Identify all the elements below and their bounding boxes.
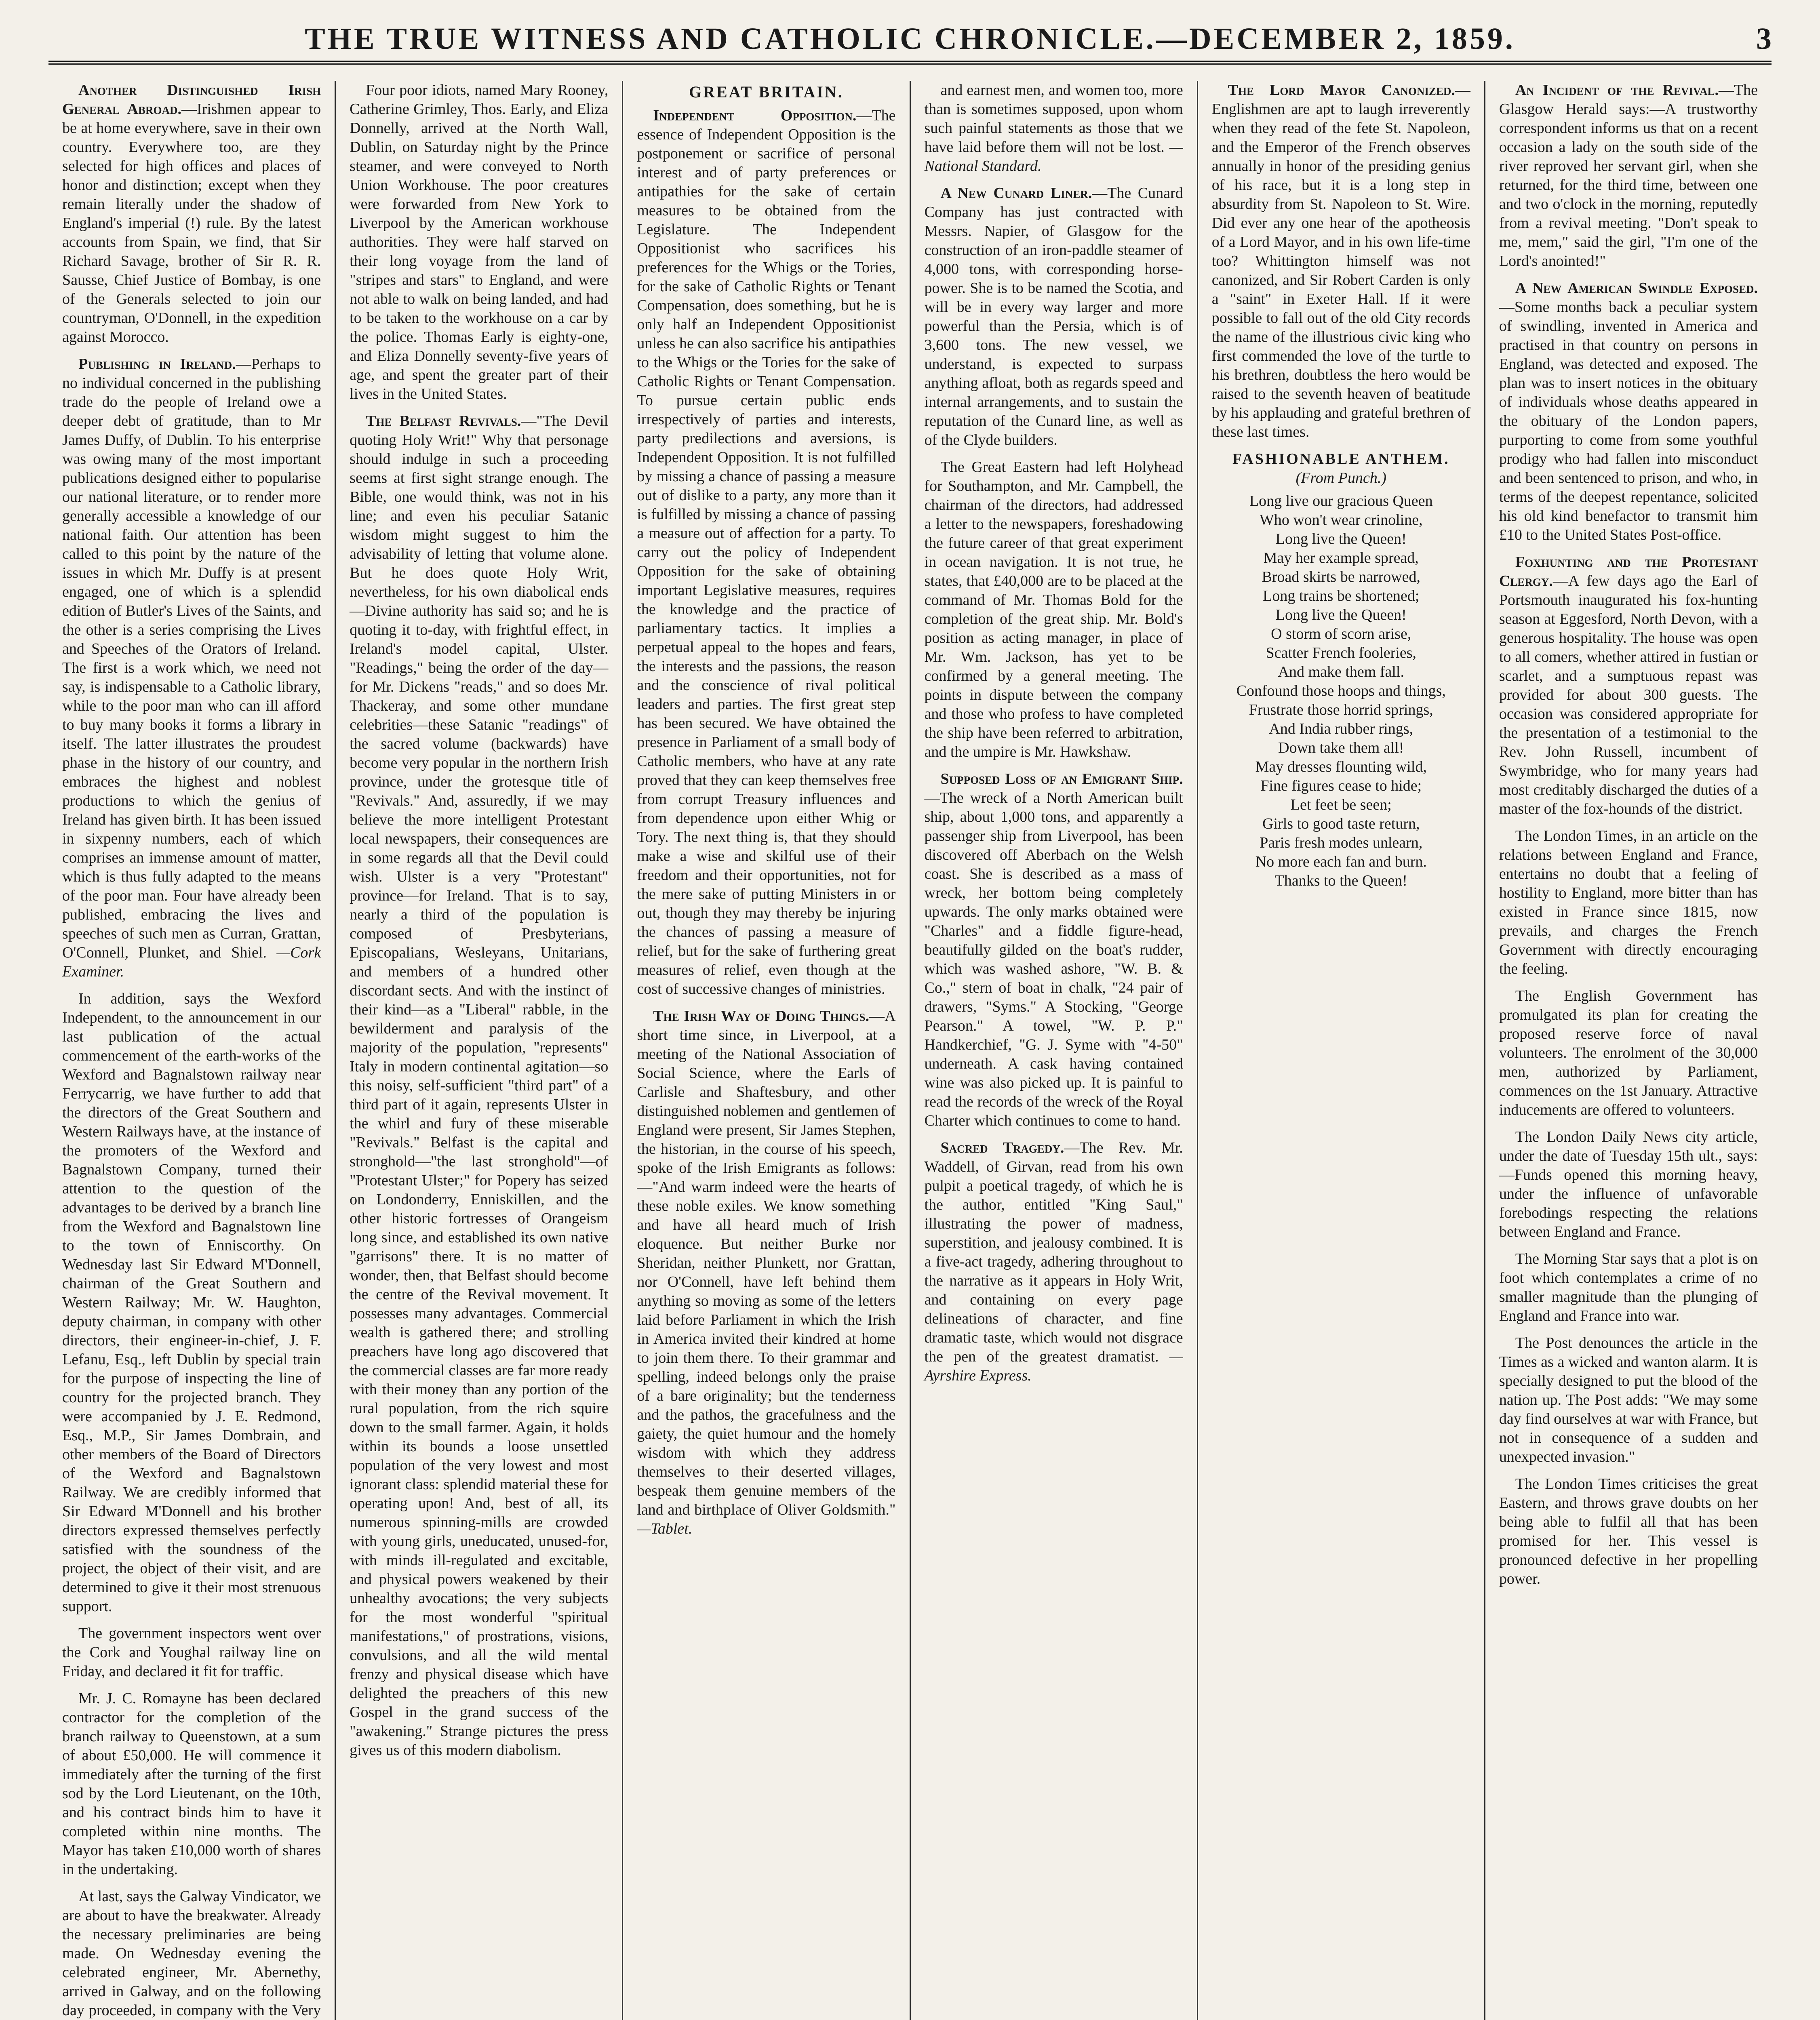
article-body: —The essence of Independent Opposition is the postponement or sacrifice of personal interest and of party preferences or antipathies for the sake of certain measures to be obtained from the Legislature. The Independent Oppositionist who sacrifices his preferences for the Whigs or the Tories, for the sake of Catholic Rights or Tenant Compensation, does something, but he is only half an Independent Oppositionist unless he can also sacrifice his antipathies to the Whigs or the Tories for the sake of Catholic Rights or Tenant Compensation. To pursue certain public ends irrespectively of parties and interests, party predilections and aversions, is Independent Opposition. It is not fulfilled by missing a chance of passing a measure out of dislike to a party, any more than it is fulfilled by missing a chance of passing a measure out of affection for a party. To carry out the policy of Independent Opposition for the sake of obtaining important Legislative measures, requires the knowledge and the practice of parliamentary tactics. It implies a perpetual appeal to the hopes and fears, the interests and the passions, the reason and the conscience of rival political leaders and parties. The first great step has been secured. We have obtained the presence in Parliament of a small body of Catholic members, who have at any rate proved that they can keep themselves free from corrupt Treasury influences and from dependence upon either Whig or Tory. The next thing is, that they should make a wise and skilful use of their freedom and their opportunities, not for the mere sake of putting Ministers in or out, though they may thereby be injuring the chances of passing a measure of relief, but for the sake of furthering great measures of relief, even though at the cost of successive changes of ministries. [637, 107, 896, 997]
article-lead: Supposed Loss of an Emigrant Ship. [940, 770, 1183, 787]
article-lead: Independent Opposition. [653, 107, 857, 124]
article-independent-opposition [637, 106, 895, 999]
article-body: The London Times, in an article on the relations between England and France, entertains no doubt that a feeling of hostility to England, more bitter than has existed in France since 1815, now prevails, and charges the French Government with directly encouraging the feeling. [1499, 827, 1758, 977]
poem-line: Scatter French fooleries, [1266, 644, 1416, 661]
article-source: —National Standard. [924, 139, 1183, 175]
poem-line: O storm of scorn arise, [1271, 625, 1411, 642]
article-cunard-liner [925, 184, 1183, 450]
article-irish-general [62, 81, 321, 347]
poem-line: Paris fresh modes unlearn, [1260, 834, 1423, 851]
article-lead: A New Cunard Liner. [940, 185, 1092, 202]
article-wexford-railway [62, 989, 321, 1616]
article-emigrant-ship [925, 770, 1183, 1130]
article-lead: The Irish Way of Doing Things. [653, 1008, 870, 1025]
article-sacred-tragedy [925, 1138, 1183, 1385]
article-body: and earnest men, and women too, more than is sometimes supposed, upon whom such painful statements as those that we have laid before them will not be lost. [924, 82, 1183, 156]
poem-fashionable-anthem [1212, 450, 1470, 890]
article-body: —The Glasgow Herald says:—A trustworthy correspondent informs us that on a recent occasion a lady on the south side of the river reproved her servant girl, when she returned, for the third time, between one and two o'clock in the morning, reputedly from a revival meeting. "Don't speak to me, mem," said the girl, "I'm one of the Lord's anointed!" [1499, 82, 1758, 269]
column-3 [623, 81, 910, 2020]
article-body: The Post denounces the article in the Times as a wicked and wanton alarm. It is specially designed to put the blood of the nation up. The Post adds: "We may some day find ourselves at war with France, but not in consequence of a sudden and unexpected invasion." [1499, 1334, 1758, 1465]
column-2 [336, 81, 623, 2020]
column-5 [1198, 81, 1485, 2020]
article-lead: The Lord Mayor Canonized. [1228, 82, 1455, 99]
poem-line: Let feet be seen; [1290, 796, 1392, 813]
article-body: —Some months back a peculiar system of swindling, invented in America and practised in that country on persons in England, was detected and exposed. The plan was to insert notices in the obituary of individuals whose deaths appeared in the obituary of the London papers, purporting to come from some youthful prodigy who had fallen into misconduct and been sentenced to prison, and who, in terms of the deepest repentance, solicited his old kind benefactor to transmit him £10 to the United States Post-office. [1499, 299, 1758, 543]
column-1 [48, 81, 336, 2020]
poem-line: Girls to good taste return, [1262, 815, 1420, 832]
poem-line: Broad skirts be narrowed, [1262, 568, 1421, 585]
page-number: 3 [1756, 22, 1772, 56]
article-body: In addition, says the Wexford Independent, to the announcement in our last publication of the actual commencement of the earth-works of the Wexford and Bagnalstown railway near Ferrycarrig, we have further to add that the directors of the Great Southern and Western Railways have, at the instance of the promoters of the Wexford and Bagnalstown Company, turned their attention to the question of the advantages to be derived by a branch line from the Wexford and Bagnalstown line to the town of Enniscorthy. On Wednesday last Sir Edward M'Donnell, chairman of the Great Southern and Western Railway; Mr. W. Haughton, deputy chairman, in company with other directors, their engineer-in-chief, J. F. Lefanu, Esq., left Dublin by special train for the purpose of inspecting the line of country for the projected branch. They were accompanied by J. E. Redmond, Esq., M.P., Sir James Dombrain, and other members of the Board of Directors of the Wexford and Bagnalstown Railway. We are credibly informed that Sir Edward M'Donnell and his brother directors expressed themselves perfectly satisfied with the soundness of the project, the object of their visit, and are determined to give it their most strenuous support. [62, 990, 321, 1615]
article-foxhunting-clergy [1499, 553, 1758, 819]
article-body: Mr. J. C. Romayne has been declared contractor for the completion of the branch railway to Queenstown, at a sum of about £50,000. He will commence it immediately after the turning of the first sod by the Lord Lieutenant, on the 10th, and his contract binds him to have it completed within nine months. The Mayor has taken £10,000 worth of shares in the undertaking. [62, 1690, 321, 1878]
article-body: The Morning Star says that a plot is on foot which contemplates a crime of no smaller magnitude than the plunging of England and France into war. [1499, 1250, 1758, 1324]
poem-line: May her example spread, [1263, 549, 1419, 566]
article-body: The London Times criticises the great Eastern, and throws grave doubts on her being able to fulfil all that has been promised for her. This vessel is pronounced defective in her propelling power. [1499, 1475, 1758, 1587]
poem-line: Fine figures cease to hide; [1260, 777, 1422, 794]
column-4 [911, 81, 1198, 2020]
article-body: —The Cunard Company has just contracted with Messrs. Napier, of Glasgow for the construction of an iron-paddle steamer of 4,000 tons, with corresponding horse-power. She is to be named the Scotia, and will be in every way larger and more powerful than the Persia, which is of 3,600 tons. The new vessel, we understand, is expected to surpass anything afloat, both as regards speed and internal arrangements, and to sustain the reputation of the Cunard line, as well as of the Clyde builders. [924, 185, 1183, 448]
masthead [48, 16, 1772, 65]
article-cork-youghal [62, 1624, 321, 1681]
article-body: The London Daily News city article, under the date of Tuesday 15th ult., says:—Funds opened this morning heavy, under the influence of unfavorable forebodings respecting the relations between England and France. [1499, 1128, 1758, 1240]
article-lord-mayor [1212, 81, 1470, 442]
article-columns [48, 81, 1772, 2020]
poem-line: No more each fan and burn. [1255, 853, 1427, 870]
section-heading: GREAT BRITAIN. [689, 83, 844, 101]
article-body: —"The Devil quoting Holy Writ!" Why that personage should indulge in such a proceeding seems at first sight strange enough. The Bible, one would think, was not in his line; and even his peculiar Satanic wisdom might suggest to him the advisability of letting that volume alone. But he does quote Holy Writ, nevertheless, for his own diabolical ends—Divine authority has said so; and he is quoting it to-day, with frightful effect, in Ireland's model capital, Ulster. "Readings," being the order of the day—for Mr. Dickens "reads," and so does Mr. Thackeray, and some other mundane celebrities—these Satanic "readings" of the sacred volume (backwards) have become very popular in the northern Irish province, under the grotesque title of "Revivals." And, assuredly, if we may believe the more intelligent Protestant local newspapers, their consequences are in some regards all that the Devil could wish. Ulster is a very "Protestant" province—for Ireland. That is to say, nearly a third of the population is composed of Presbyterians, Episcopalians, Wesleyans, Unitarians, and members of a hundred other discordant sects. And with the instinct of their kind—as a "Liberal" rabble, in the bewilderment and paralysis of the majority of the population, "represents" Italy in modern continental agitation—so this noisy, self-sufficient "third part" of a third part of it again, represents Ulster in the whirl and fury of these miserable "Revivals." Belfast is the capital and stronghold—"the last stronghold"—of "Protestant Ulster;" for Popery has seized on Londonderry, Enniskillen, and the other historic fortresses of Orangeism long since, and established its own native "garrisons" there. It is no matter of wonder, then, that Belfast should become the centre of the Revival movement. It possesses many advantages. Commercial wealth is gathered there; and strolling preachers have long ago discovered that the commercial classes are far more ready with their money than any portion of the rural population, from the rich squire down to the small farmer. Again, it holds within its bounds a loose unsettled population of the very lowest and most ignorant class: splendid material these for operating upon! And, best of all, its numerous spinning-mills are crowded with young girls, uneducated, unused-for, with minds ill-regulated and excitable, and physical powers weakened by their unhealthy avocations; the very subjects for the most wonderful "spiritual manifestations," of prostrations, visions, convulsions, and all the wild mental frenzy and physical disease which have delighted the preachers of this new Gospel in the grand success of the "awakening." Strange pictures the press gives us of this modern diabolism. [350, 412, 609, 1759]
poem-line: Frustrate those horrid springs, [1249, 701, 1433, 718]
article-times-france [1499, 827, 1758, 978]
poem-line: Down take them all! [1278, 739, 1404, 756]
poem-lines [1212, 492, 1470, 890]
poem-line: Confound those hoops and things, [1236, 682, 1446, 699]
article-body: The government inspectors went over the Cork and Youghal railway line on Friday, and declared it fit for traffic. [62, 1625, 321, 1680]
poem-title: FASHIONABLE ANTHEM. [1232, 450, 1450, 467]
article-lead: A New American Swindle Exposed. [1515, 280, 1758, 297]
article-body: The Great Eastern had left Holyhead for Southampton, and Mr. Campbell, the chairman of the directors, had addressed a letter to the newspapers, foreshadowing the future career of that great experiment in ocean navigation. It is not true, he states, that £40,000 are to be placed at the command of Mr. Thomas Bold for the completion of the great ship. Mr. Bold's position as acting manager, in place of Mr. Wm. Jackson, has yet to be confirmed by a general meeting. The points in dispute between the company and those who profess to have completed the ship have been referred to arbitration, and the umpire is Mr. Hawkshaw. [924, 459, 1183, 760]
article-source: —Ayrshire Express. [924, 1348, 1183, 1384]
article-daily-news [1499, 1128, 1758, 1241]
article-naval-volunteers [1499, 987, 1758, 1119]
newspaper-title: THE TRUE WITNESS AND CATHOLIC CHRONICLE.—DECEMBER 2, 1859. [305, 22, 1515, 56]
poem-source: (From Punch.) [1295, 469, 1386, 486]
article-source: —Tablet. [637, 1520, 693, 1537]
article-body: —Englishmen are apt to laugh irreverently when they read of the fete St. Napoleon, and the Emperor of the French observes annually in honor of the presiding genius of his race, but it is a long step in absurdity from St. Napoleon to St. Wire. Did ever any one hear of the apotheosis of a Lord Mayor, and in his own life-time too? Whittington himself was not canonized, and Sir Robert Carden is only a "saint" in Exeter Hall. If it were possible to fall out of the old City records the name of the illustrious civic king who first commended the love of the turtle to his brethren, doubtless the hero would be raised to the seventh heaven of beatitude by his applauding and grateful brethren of these last times. [1211, 82, 1470, 440]
article-great-eastern [925, 458, 1183, 762]
poem-line: Long live the Queen! [1275, 606, 1407, 623]
article-body: At last, says the Galway Vindicator, we are about to have the breakwater. Already the necessary preliminaries are being made. On Wednesday evening the celebrated engineer, Mr. Abernethy, arrived in Galway, and on the following day proceeded, in company with the Very [62, 1888, 321, 2019]
poem-line: May dresses flounting wild, [1255, 758, 1427, 775]
article-body: —Perhaps to no individual concerned in the publishing trade do the people of Ireland owe a deeper debt of gratitude, than to Mr James Duffy, of Dublin. To his enterprise was owing many of the most important publications designed either to popularise our national literature, or to render more generally accessible a knowledge of our national faith. Our attention has been called to this point by the nature of the issues in which Mr. Duffy is at present engaged, one of which is a splendid edition of Butler's Lives of the Saints, and the other is a series comprising the Lives and Speeches of the Orators of Ireland. The first is a work which, we need not say, is indispensable to a Catholic library, while to the poor man who can ill afford to buy many books it forms a library in itself. The latter illustrates the proudest phase in the history of our country, and embraces the highest and noblest productions to which the genius of Ireland has given birth. It has been issued in sixpenny numbers, each of which comprises an immense amount of matter, which is thus fully adapted to the means of the poor man. Four have already been published, embracing the lives and speeches of such men as Curran, Grattan, O'Connell, Plunket, and Shiel. [62, 356, 321, 961]
article-body: —The wreck of a North American built ship, about 1,000 tons, and apparently a passenger ship from Liverpool, has been discovered off Aberbach on the Welsh coast. She is described as a mass of wreck, her bottom being completely upwards. The only marks obtained were "Charles" and a fiddle figure-head, beautifully gilded on the boat's rudder, which was washed ashore, "W. B. & Co.," stern of boat in chalk, "24 pair of drawers, "Syms." A Stocking, "George Pearson." A towel, "W. P. P." Handkerchief, "G. J. Syme with "4-50" underneath. A cask having contained wine was also picked up. It is painful to read the records of the wreck of the Royal Charter which continues to come to hand. [924, 789, 1183, 1129]
article-belfast-revivals [350, 412, 608, 1760]
article-lead: The Belfast Revivals. [366, 412, 521, 429]
article-body: —The Rev. Mr. Waddell, of Girvan, read from his own pulpit a poetical tragedy, of which he is the author, entitled "King Saul," illustrating the power of madness, superstition, and jealousy combined. It is a five-act tragedy, adhering throughout to the narrative as it appears in Holy Writ, and containing on every page delineations of character, and fine dramatic taste, which would not disgrace the pen of the greatest dramatist. [924, 1139, 1183, 1365]
article-american-swindle [1499, 279, 1758, 545]
article-body: The English Government has promulgated its plan for creating the proposed reserve force of naval volunteers. The enrolment of the 30,000 men, authorized by Parliament, commences on the 1st January. Attractive inducements are offered to volunteers. [1499, 987, 1758, 1118]
article-revival-incident [1499, 81, 1758, 271]
article-times-great-eastern [1499, 1475, 1758, 1589]
article-publishing-ireland [62, 355, 321, 981]
article-lead: Sacred Tragedy. [940, 1139, 1064, 1156]
poem-line: Long live the Queen! [1275, 530, 1407, 547]
poem-line: Long trains be shortened; [1263, 587, 1420, 604]
poem-line: And India rubber rings, [1269, 720, 1413, 737]
column-6 [1485, 81, 1772, 2020]
article-source: —Cork Examiner. [62, 944, 321, 980]
article-poor-idiots [350, 81, 608, 404]
article-body: —Irishmen appear to be at home everywhere, save in their own country. Everywhere too, are they selected for high offices and places of honor and distinction; except when they remain literally under the shadow of England's imperial (!) rule. By the latest accounts from Spain, we find, that Sir Richard Savage, brother of Sir R. R. Sausse, Chief Justice of Bombay, is one of the Generals selected to join our countryman, O'Donnell, in the expedition against Morocco. [62, 101, 321, 345]
poem-line: Who won't wear crinoline, [1259, 511, 1423, 528]
article-continuation [925, 81, 1183, 176]
poem-line: Thanks to the Queen! [1274, 872, 1407, 889]
article-body: —A short time since, in Liverpool, at a meeting of the National Association of Social Science, where the Earls of Carlisle and Shaftesbury, and other distinguished noblemen and gentlemen of England were present, Sir James Stephen, the historian, in the course of his speech, spoke of the Irish Emigrants as follows:—"And warm indeed were the hearts of these noble exiles. We know something and have all heard much of Irish eloquence. But neither Burke nor Sheridan, neither Plunkett, nor Grattan, nor O'Connell, have left behind them anything so moving as some of the letters laid before Parliament in which the Irish in America invited their kindred at home to join them there. To their grammar and spelling, indeed belongs only the praise of a bare originality; but the tenderness and the pathos, the gracefulness and the gaiety, the quiet humour and the homely wisdom with which they address themselves to their deserted villages, bespeak them genuine members of the land and birthplace of Oliver Goldsmith." [637, 1008, 896, 1518]
article-irish-way [637, 1007, 895, 1538]
article-body: —A few days ago the Earl of Portsmouth inaugurated his fox-hunting season at Eggesford, North Devon, with a generous hospitality. The house was open to all comers, whether attired in fustian or scarlet, and a sumptuous repast was provided for about 300 guests. The occasion was considered appropriate for the presentation of a testimonial to the Rev. John Russell, incumbent of Swymbridge, who for many years had most creditably discharged the duties of a master of the fox-hounds of the district. [1499, 572, 1758, 817]
article-morning-star [1499, 1250, 1758, 1326]
article-lead: Publishing in Ireland. [78, 356, 236, 372]
article-body: Four poor idiots, named Mary Rooney, Catherine Grimley, Thos. Early, and Eliza Donnelly, arrived at the North Wall, Dublin, on Saturday night by the Prince steamer, and were conveyed to North Union Workhouse. The poor creatures were forwarded from New York to Liverpool by the American workhouse authorities. They were half starved on their long voyage from the land of "stripes and stars" to England, and were not able to walk on being landed, and had to be taken to the workhouse on a car by the police. Thomas Early is eighty-one, and Eliza Donnelly seventy-five years of age, and spent the greater part of their lives in the United States. [350, 82, 609, 402]
article-lead: Another Distinguished Irish General Abroad. [62, 82, 321, 118]
article-queenstown-branch [62, 1689, 321, 1879]
poem-line: And make them fall. [1278, 663, 1404, 680]
article-lead: An Incident of the Revival. [1515, 82, 1719, 99]
article-galway-breakwater [62, 1887, 321, 2020]
poem-line: Long live our gracious Queen [1249, 492, 1433, 509]
article-post [1499, 1334, 1758, 1467]
article-lead: Foxhunting and the Protestant Clergy. [1499, 553, 1758, 589]
